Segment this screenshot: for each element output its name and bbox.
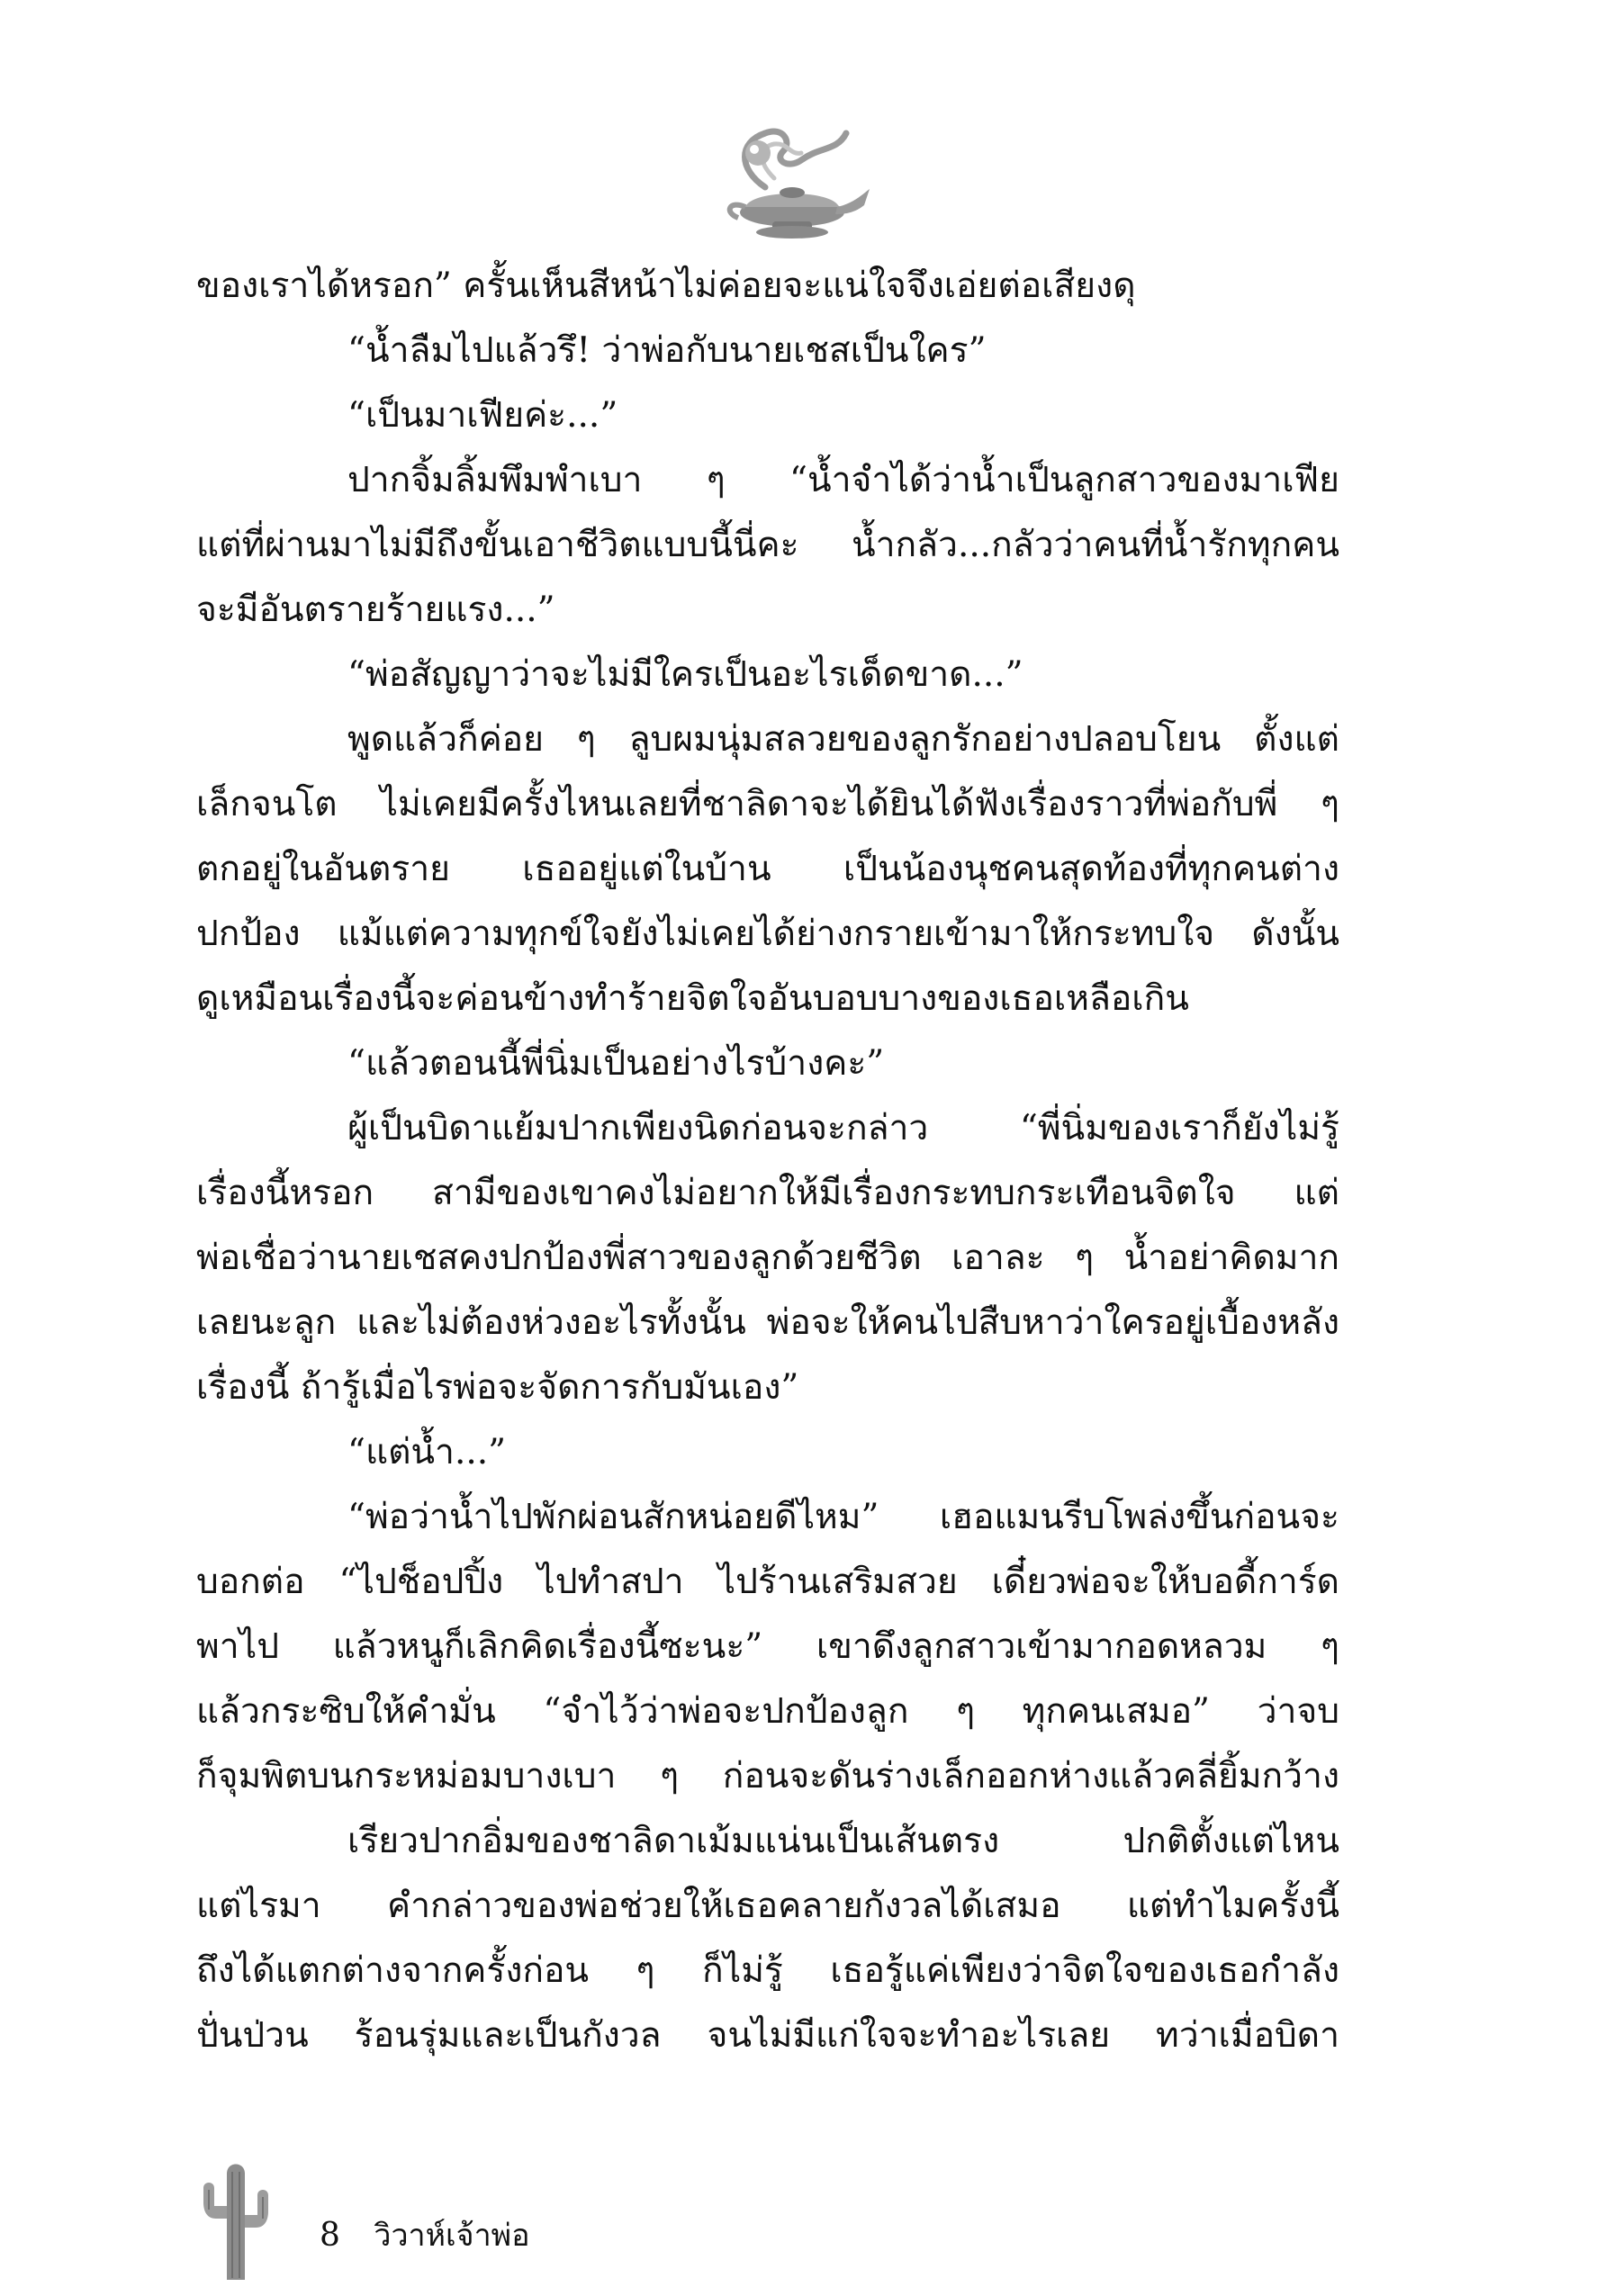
text-line: “เป็นมาเฟียค่ะ...” — [347, 395, 618, 436]
text-line: เลยนะลูก และไม่ต้องห่วงอะไรทั้งนั้น พ่อจะให้คนไปสืบหาว่าใครอยู่เบื้องหลัง — [196, 1302, 1339, 1343]
text-line: เรื่องนี้ ถ้ารู้เมื่อไรพ่อจะจัดการกับมันเอง” — [196, 1367, 799, 1408]
text-line: พาไป แล้วหนูก็เลิกคิดเรื่องนี้ซะนะ” เขาดึงลูกสาวเข้ามากอดหลวม ๆ — [196, 1626, 1339, 1667]
text-line: พ่อเชื่อว่านายเชสคงปกป้องพี่สาวของลูกด้วยชีวิต เอาละ ๆ น้ำอย่าคิดมาก — [196, 1238, 1339, 1278]
body-text — [196, 254, 1339, 2068]
text-line: บอกต่อ “ไปช็อปปิ้ง ไปทำสปา ไปร้านเสริมสวย เดี๋ยวพ่อจะให้บอดี้การ์ด — [196, 1562, 1339, 1602]
text-line: จะมีอันตรายร้ายแรง...” — [196, 590, 555, 630]
text-line: ปกป้อง แม้แต่ความทุกข์ใจยังไม่เคยได้ย่างกรายเข้ามาให้กระทบใจ ดังนั้น — [196, 914, 1339, 954]
text-line: เรียวปากอิ่มของชาลิดาเม้มแน่นเป็นเส้นตรง ปกติตั้งแต่ไหน — [347, 1821, 1339, 1861]
genie-lamp-icon — [702, 106, 873, 241]
cactus-icon — [191, 2156, 276, 2282]
text-line: “น้ำลืมไปแล้วรึ! ว่าพ่อกับนายเชสเป็นใคร” — [347, 330, 987, 371]
text-line: “แต่น้ำ...” — [347, 1432, 507, 1472]
text-line: เล็กจนโต ไม่เคยมีครั้งไหนเลยที่ชาลิดาจะได้ยินได้ฟังเรื่องราวที่พ่อกับพี่ ๆ — [196, 784, 1339, 824]
text-line: ถึงได้แตกต่างจากครั้งก่อน ๆ ก็ไม่รู้ เธอรู้แค่เพียงว่าจิตใจของเธอกำลัง — [196, 1950, 1339, 1991]
text-line: “พ่อว่าน้ำไปพักผ่อนสักหน่อยดีไหม” เฮอแมนรีบโพล่งขึ้นก่อนจะ — [347, 1497, 1339, 1537]
page-number: 8 — [320, 2217, 340, 2254]
text-line: ดูเหมือนเรื่องนี้จะค่อนข้างทำร้ายจิตใจอันบอบบางของเธอเหลือเกิน — [196, 978, 1189, 1019]
text-line: แต่ที่ผ่านมาไม่มีถึงขั้นเอาชีวิตแบบนี้นี่คะ น้ำกลัว...กลัวว่าคนที่น้ำรักทุกคน — [196, 525, 1339, 565]
text-line: แล้วกระซิบให้คำมั่น “จำไว้ว่าพ่อจะปกป้องลูก ๆ ทุกคนเสมอ” ว่าจบ — [196, 1691, 1339, 1732]
text-line: ก็จุมพิตบนกระหม่อมบางเบา ๆ ก่อนจะดันร่างเล็กออกห่างแล้วคลี่ยิ้มกว้าง — [196, 1756, 1339, 1796]
text-line: ตกอยู่ในอันตราย เธออยู่แต่ในบ้าน เป็นน้องนุชคนสุดท้องที่ทุกคนต่าง — [196, 849, 1339, 889]
book-title: วิวาห์เจ้าพ่อ — [374, 2218, 530, 2254]
text-line: “พ่อสัญญาว่าจะไม่มีใครเป็นอะไรเด็ดขาด...” — [347, 654, 1023, 695]
text-line: แต่ไรมา คำกล่าวของพ่อช่วยให้เธอคลายกังวลได้เสมอ แต่ทำไมครั้งนี้ — [196, 1886, 1339, 1926]
text-line: เรื่องนี้หรอก สามีของเขาคงไม่อยากให้มีเรื่องกระทบกระเทือนจิตใจ แต่ — [196, 1173, 1339, 1213]
text-line: ผู้เป็นบิดาแย้มปากเพียงนิดก่อนจะกล่าว “พี่นิ่มของเราก็ยังไม่รู้ — [347, 1108, 1339, 1148]
text-line: “แล้วตอนนี้พี่นิ่มเป็นอย่างไรบ้างคะ” — [347, 1043, 885, 1084]
text-line: ปากจิ้มลิ้มพึมพำเบา ๆ “น้ำจำได้ว่าน้ำเป็นลูกสาวของมาเฟีย — [347, 460, 1339, 500]
text-line: ของเราได้หรอก” ครั้นเห็นสีหน้าไม่ค่อยจะแน่ใจจึงเอ่ยต่อเสียงดุ — [196, 266, 1136, 306]
page-footer — [320, 2216, 530, 2255]
text-line: พูดแล้วก็ค่อย ๆ ลูบผมนุ่มสลวยของลูกรักอย่างปลอบโยน ตั้งแต่ — [347, 719, 1339, 760]
text-line: ปั่นป่วน ร้อนรุ่มและเป็นกังวล จนไม่มีแก่ใจจะทำอะไรเลย ทว่าเมื่อบิดา — [196, 2015, 1339, 2056]
